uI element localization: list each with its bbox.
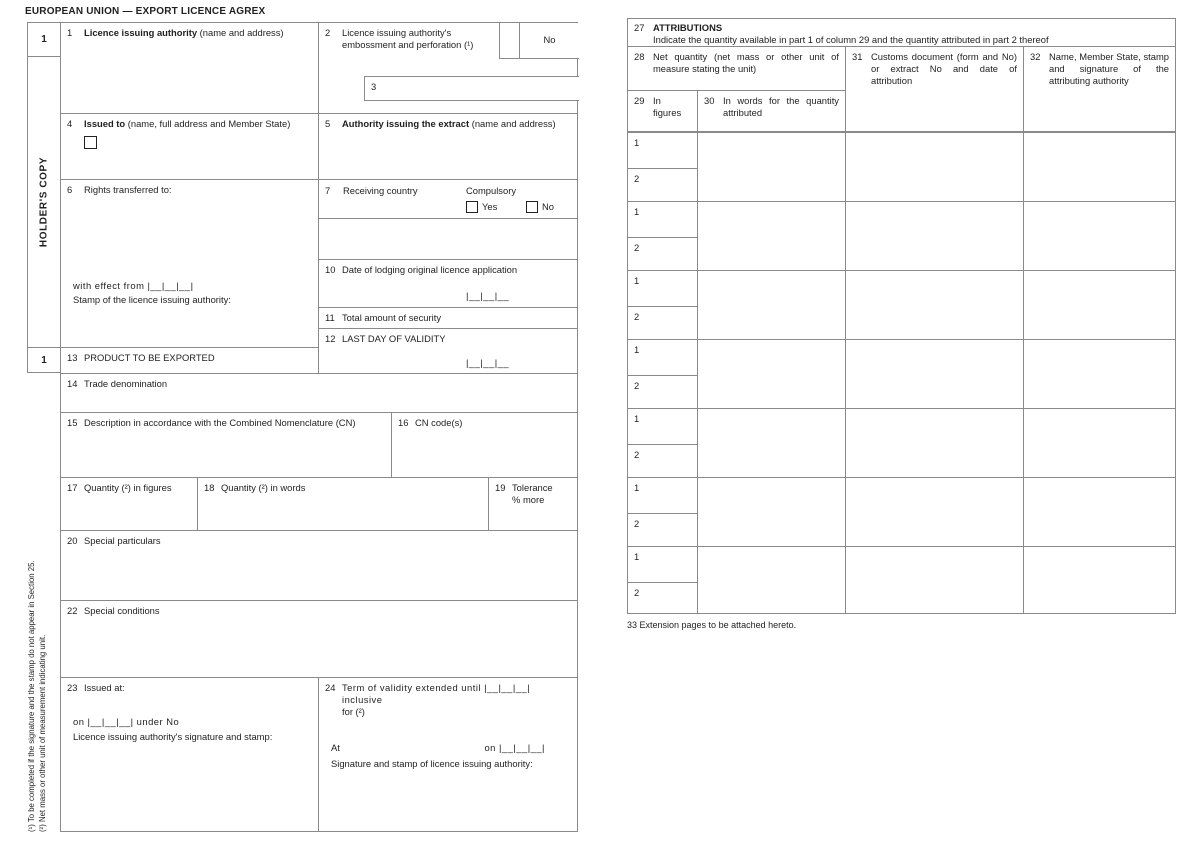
box17-label: Quantity (²) in figures bbox=[84, 482, 172, 493]
box7-number: 7 bbox=[325, 185, 331, 196]
box27-number: 27 bbox=[634, 22, 645, 33]
box7-compulsory-label: Compulsory bbox=[466, 185, 517, 196]
box12-label: LAST DAY OF VALIDITY bbox=[342, 333, 446, 344]
box6-number: 6 bbox=[67, 184, 73, 195]
box11-label: Total amount of security bbox=[342, 312, 442, 323]
box10-number: 10 bbox=[325, 264, 336, 275]
box3-cell bbox=[364, 76, 579, 101]
part2-label: 2 bbox=[634, 242, 640, 253]
box4-issued-to bbox=[60, 113, 318, 179]
box22-label: Special conditions bbox=[84, 605, 160, 616]
box12-date-field: |__|__|__ bbox=[466, 357, 510, 368]
box24-label-group bbox=[342, 682, 571, 719]
box15-label: Description in accordance with the Combined Nomenclature (CN) bbox=[84, 417, 356, 428]
box5-label bbox=[342, 118, 571, 130]
col30-header-in-words bbox=[697, 90, 845, 132]
box24-for-line: for (²) bbox=[342, 706, 365, 718]
box27-title: ATTRIBUTIONS bbox=[653, 22, 723, 33]
box13-label: PRODUCT TO BE EXPORTED bbox=[84, 352, 215, 363]
box11-total-security bbox=[318, 307, 578, 328]
box31-number: 31 bbox=[852, 51, 863, 62]
part2-label: 2 bbox=[634, 449, 640, 460]
box16-cn-codes bbox=[391, 412, 578, 477]
box28-number: 28 bbox=[634, 51, 645, 62]
attr-row5-part1-cell bbox=[627, 408, 697, 444]
box7-no-checkbox[interactable] bbox=[526, 201, 538, 213]
attr-row2-authority-cell bbox=[1023, 201, 1176, 270]
attr-row5-words-cell bbox=[697, 408, 845, 477]
box29-label: In figures bbox=[653, 95, 682, 119]
attr-row6-part1-cell bbox=[627, 477, 697, 513]
box10-date-field: |__|__|__ bbox=[466, 290, 510, 301]
box27-subtitle: Indicate the quantity available in part 1 of column 29 and the quantity attributed in part 2 thereof bbox=[653, 34, 1049, 46]
part2-label: 2 bbox=[634, 173, 640, 184]
box27-body bbox=[653, 22, 1169, 46]
box30-label: In words for the quantity attributed bbox=[723, 95, 839, 119]
attr-row2-part1-cell bbox=[627, 201, 697, 237]
box28-label: Net quantity (net mass or other unit of measure stating the unit) bbox=[653, 51, 839, 75]
box1-licence-issuing-authority bbox=[60, 22, 318, 113]
attr-row3-authority-cell bbox=[1023, 270, 1176, 339]
box2-no-cell bbox=[519, 23, 579, 59]
attr-row2-part2-cell bbox=[627, 237, 697, 270]
part2-label: 2 bbox=[634, 311, 640, 322]
box23-signature-line: Licence issuing authority's signature and stamp: bbox=[73, 731, 273, 742]
attr-row4-words-cell bbox=[697, 339, 845, 408]
box2-number: 2 bbox=[325, 27, 331, 38]
attributions-table-page bbox=[627, 18, 1176, 658]
box5-label-bold: Authority issuing the extract bbox=[342, 118, 470, 129]
box32-label: Name, Member State, stamp and signature of the attributing authority bbox=[1049, 51, 1169, 87]
box5-number: 5 bbox=[325, 118, 331, 129]
part1-label: 1 bbox=[634, 482, 640, 493]
attr-row5-part2-cell bbox=[627, 444, 697, 477]
box14-label: Trade denomination bbox=[84, 378, 168, 389]
form-title: EUROPEAN UNION — EXPORT LICENCE AGREX bbox=[25, 6, 266, 17]
attr-row6-customs-cell bbox=[845, 477, 1023, 546]
box19-label-group bbox=[512, 482, 571, 506]
part1-label: 1 bbox=[634, 275, 640, 286]
footnote-1: (¹) To be completed if the signature and the stamp do not appear in Section 25. bbox=[27, 560, 36, 832]
box16-label: CN code(s) bbox=[415, 417, 463, 428]
attr-row1-authority-cell bbox=[1023, 132, 1176, 201]
attr-row3-words-cell bbox=[697, 270, 845, 339]
attr-row4-authority-cell bbox=[1023, 339, 1176, 408]
box23-issued-at bbox=[60, 677, 318, 832]
box15-description-cn bbox=[60, 412, 391, 477]
attr-row6-authority-cell bbox=[1023, 477, 1176, 546]
box5-authority-issuing-extract bbox=[318, 113, 578, 179]
box8-empty-cell bbox=[318, 218, 578, 259]
box7-yes-checkbox[interactable] bbox=[466, 201, 478, 213]
attr-row2-words-cell bbox=[697, 201, 845, 270]
attr-row4-part2-cell bbox=[627, 375, 697, 408]
box1-label bbox=[84, 27, 312, 39]
box5-label-rest: (name and address) bbox=[469, 118, 556, 129]
box29-number: 29 bbox=[634, 95, 645, 106]
box24-number: 24 bbox=[325, 682, 336, 693]
copy-number-bottom: 1 bbox=[41, 354, 47, 366]
box4-checkbox[interactable] bbox=[84, 136, 97, 149]
box19-number: 19 bbox=[495, 482, 506, 493]
box24-term-of-validity bbox=[318, 677, 578, 832]
box24-label: Term of validity extended until |__|__|__| inclusive bbox=[342, 682, 531, 706]
attr-row3-part2-cell bbox=[627, 306, 697, 339]
box23-on-line: on |__|__|__| under No bbox=[73, 716, 180, 727]
box10-label: Date of lodging original licence application bbox=[342, 264, 518, 275]
attr-row4-customs-cell bbox=[845, 339, 1023, 408]
box12-number: 12 bbox=[325, 333, 336, 344]
box11-number: 11 bbox=[325, 312, 335, 323]
box15-number: 15 bbox=[67, 417, 78, 428]
box20-number: 20 bbox=[67, 535, 78, 546]
box4-label bbox=[84, 118, 312, 130]
part1-label: 1 bbox=[634, 413, 640, 424]
box14-number: 14 bbox=[67, 378, 78, 389]
box16-number: 16 bbox=[398, 417, 409, 428]
part2-label: 2 bbox=[634, 587, 640, 598]
part2-label: 2 bbox=[634, 518, 640, 529]
box7-label: Receiving country bbox=[343, 185, 418, 196]
box7-receiving-country bbox=[318, 179, 578, 218]
box6-with-effect-line: with effect from |__|__|__| bbox=[73, 280, 194, 291]
box7-yes-option bbox=[466, 201, 497, 213]
box14-trade-denomination bbox=[60, 373, 578, 412]
attr-row6-part2-cell bbox=[627, 513, 697, 546]
box7-no-option bbox=[526, 201, 554, 213]
box23-number: 23 bbox=[67, 682, 78, 693]
box1-label-rest: (name and address) bbox=[197, 27, 284, 38]
col29-header-in-figures bbox=[627, 90, 697, 132]
col28-header-net-quantity bbox=[627, 46, 845, 90]
attr-row5-authority-cell bbox=[1023, 408, 1176, 477]
col32-header-attributing-authority bbox=[1023, 46, 1176, 132]
box12-last-day-validity bbox=[318, 328, 578, 373]
licence-form-left-page bbox=[27, 22, 578, 832]
box27-attributions-header bbox=[627, 18, 1176, 46]
part2-label: 2 bbox=[634, 380, 640, 391]
col31-header-customs-document bbox=[845, 46, 1023, 132]
box2-perforation-blank-cell bbox=[499, 23, 519, 59]
box24-at-on-row bbox=[331, 742, 545, 754]
box18-quantity-words bbox=[197, 477, 488, 530]
box2-embossment-region bbox=[318, 22, 578, 113]
box7-no-label: No bbox=[542, 201, 554, 212]
box24-at-label: At bbox=[331, 742, 340, 753]
box20-special-particulars bbox=[60, 530, 578, 600]
attr-row7-customs-cell bbox=[845, 546, 1023, 614]
box31-label: Customs document (form and No) or extract No and date of attribution bbox=[871, 51, 1017, 87]
attr-row1-part1-cell bbox=[627, 132, 697, 168]
part1-label: 1 bbox=[634, 551, 640, 562]
box23-label: Issued at: bbox=[84, 682, 125, 693]
attr-row3-customs-cell bbox=[845, 270, 1023, 339]
box13-number: 13 bbox=[67, 352, 78, 363]
box18-label: Quantity (²) in words bbox=[221, 482, 306, 493]
box19-label: Tolerance bbox=[512, 482, 553, 493]
copy-number-top: 1 bbox=[41, 34, 47, 45]
box20-label: Special particulars bbox=[84, 535, 161, 546]
box1-label-bold: Licence issuing authority bbox=[84, 27, 198, 38]
box4-label-rest: (name, full address and Member State) bbox=[125, 118, 291, 129]
box7-yes-label: Yes bbox=[482, 201, 498, 212]
box4-number: 4 bbox=[67, 118, 73, 129]
holders-copy-rail-cell bbox=[27, 56, 60, 347]
attr-row1-customs-cell bbox=[845, 132, 1023, 201]
box2-label-area bbox=[319, 23, 513, 55]
attr-row7-part2-cell bbox=[627, 582, 697, 614]
part1-label: 1 bbox=[634, 206, 640, 217]
footnote-2: (²) Net mass or other unit of measurement indicating unit. bbox=[38, 634, 48, 832]
attr-row4-part1-cell bbox=[627, 339, 697, 375]
box4-label-bold: Issued to bbox=[84, 118, 126, 129]
attr-row1-words-cell bbox=[697, 132, 845, 201]
box2-label: Licence issuing authority's embossment and perforation (¹) bbox=[342, 27, 474, 51]
box3-number: 3 bbox=[371, 81, 377, 92]
holders-copy-label: HOLDER'S COPY bbox=[38, 156, 50, 248]
box32-number: 32 bbox=[1030, 51, 1041, 62]
box1-number: 1 bbox=[67, 27, 73, 38]
box24-on-field: on |__|__|__| bbox=[484, 742, 545, 753]
copy-number-bottom-cell bbox=[27, 347, 60, 373]
box33-extension-note: 33 Extension pages to be attached hereto. bbox=[627, 620, 797, 630]
form-footnotes bbox=[26, 532, 49, 832]
attr-row7-part1-cell bbox=[627, 546, 697, 582]
attr-row6-words-cell bbox=[697, 477, 845, 546]
attr-row2-customs-cell bbox=[845, 201, 1023, 270]
box24-signature-line: Signature and stamp of licence issuing authority: bbox=[331, 758, 533, 769]
box17-number: 17 bbox=[67, 482, 78, 493]
part1-label: 1 bbox=[634, 137, 640, 148]
box10-date-of-lodging bbox=[318, 259, 578, 307]
attr-row7-authority-cell bbox=[1023, 546, 1176, 614]
box22-special-conditions bbox=[60, 600, 578, 677]
box17-quantity-figures bbox=[60, 477, 197, 530]
box19-more-label: % more bbox=[512, 494, 545, 506]
attr-row7-words-cell bbox=[697, 546, 845, 614]
box2-no-label: No bbox=[543, 34, 556, 46]
box18-number: 18 bbox=[204, 482, 215, 493]
box22-number: 22 bbox=[67, 605, 78, 616]
copy-number-top-cell bbox=[27, 22, 60, 56]
box19-tolerance bbox=[488, 477, 578, 530]
part1-label: 1 bbox=[634, 344, 640, 355]
attr-row3-part1-cell bbox=[627, 270, 697, 306]
box6-label: Rights transferred to: bbox=[84, 184, 172, 195]
attr-row5-customs-cell bbox=[845, 408, 1023, 477]
box6-stamp-line: Stamp of the licence issuing authority: bbox=[73, 294, 231, 305]
attr-row1-part2-cell bbox=[627, 168, 697, 201]
box30-number: 30 bbox=[704, 95, 715, 106]
box13-product-to-be-exported bbox=[60, 347, 318, 373]
box6-rights-transferred bbox=[60, 179, 318, 347]
